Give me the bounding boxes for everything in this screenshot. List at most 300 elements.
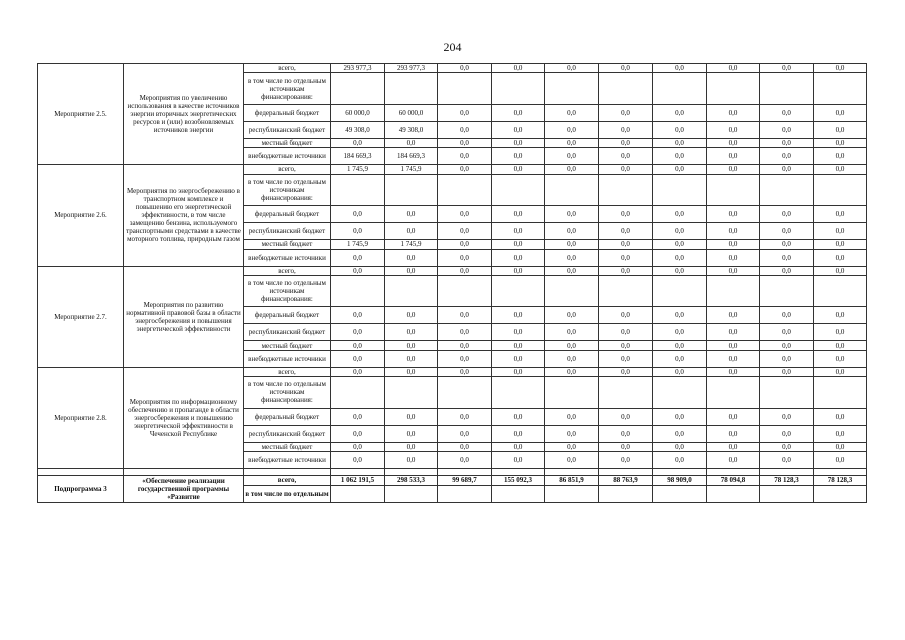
amount-cell: 0,0 xyxy=(599,408,653,425)
amount-cell: 0,0 xyxy=(331,266,385,275)
table-row xyxy=(38,165,867,174)
amount-cell: 0,0 xyxy=(707,223,760,240)
amount-cell: 0,0 xyxy=(814,307,867,324)
amount-cell xyxy=(760,73,814,105)
source-label: республиканский бюджет xyxy=(244,223,331,240)
amount-cell: 0,0 xyxy=(545,206,599,223)
measure-code: Мероприятие 2.5. xyxy=(38,64,124,165)
amount-cell xyxy=(814,73,867,105)
amount-cell: 0,0 xyxy=(545,104,599,121)
amount-cell: 98 909,0 xyxy=(653,476,707,485)
amount-cell: 0,0 xyxy=(599,324,653,341)
amount-cell: 0,0 xyxy=(707,240,760,249)
amount-cell xyxy=(438,174,492,206)
amount-cell: 0,0 xyxy=(385,408,438,425)
amount-cell: 0,0 xyxy=(385,307,438,324)
amount-cell: 0,0 xyxy=(545,307,599,324)
amount-cell: 0,0 xyxy=(814,138,867,147)
amount-cell: 0,0 xyxy=(760,367,814,376)
amount-cell: 0,0 xyxy=(814,249,867,266)
amount-cell: 0,0 xyxy=(385,350,438,367)
amount-cell: 0,0 xyxy=(760,307,814,324)
source-label: внебюджетные источники xyxy=(244,148,331,165)
amount-cell: 0,0 xyxy=(760,64,814,73)
amount-cell: 0,0 xyxy=(492,240,545,249)
amount-cell xyxy=(599,275,653,307)
amount-cell: 0,0 xyxy=(599,425,653,442)
amount-cell: 0,0 xyxy=(599,341,653,350)
amount-cell xyxy=(492,377,545,409)
amount-cell: 0,0 xyxy=(492,223,545,240)
amount-cell xyxy=(545,377,599,409)
amount-cell: 0,0 xyxy=(492,104,545,121)
spacer-cell xyxy=(124,469,244,476)
amount-cell: 0,0 xyxy=(707,206,760,223)
table-row xyxy=(38,266,867,275)
budget-table xyxy=(37,63,867,503)
amount-cell: 0,0 xyxy=(653,223,707,240)
table-row xyxy=(38,64,867,73)
amount-cell: 0,0 xyxy=(385,452,438,469)
amount-cell: 0,0 xyxy=(492,138,545,147)
amount-cell: 0,0 xyxy=(599,64,653,73)
amount-cell: 0,0 xyxy=(438,408,492,425)
amount-cell xyxy=(599,73,653,105)
amount-cell: 0,0 xyxy=(438,64,492,73)
amount-cell: 0,0 xyxy=(707,350,760,367)
subprogram-code: Подпрограмма 3 xyxy=(38,476,124,502)
amount-cell: 0,0 xyxy=(760,165,814,174)
amount-cell: 0,0 xyxy=(814,266,867,275)
spacer-cell xyxy=(38,469,124,476)
source-label: федеральный бюджет xyxy=(244,408,331,425)
amount-cell: 0,0 xyxy=(492,452,545,469)
amount-cell: 0,0 xyxy=(385,324,438,341)
amount-cell xyxy=(492,485,545,502)
amount-cell: 0,0 xyxy=(385,341,438,350)
amount-cell: 0,0 xyxy=(438,425,492,442)
amount-cell: 0,0 xyxy=(492,324,545,341)
amount-cell: 0,0 xyxy=(653,307,707,324)
amount-cell: 0,0 xyxy=(545,324,599,341)
amount-cell: 0,0 xyxy=(331,341,385,350)
amount-cell: 0,0 xyxy=(545,223,599,240)
amount-cell xyxy=(760,174,814,206)
amount-cell: 0,0 xyxy=(653,341,707,350)
amount-cell: 0,0 xyxy=(707,452,760,469)
spacer-cell xyxy=(545,469,599,476)
spacer-cell xyxy=(385,469,438,476)
amount-cell: 0,0 xyxy=(492,350,545,367)
amount-cell xyxy=(385,485,438,502)
amount-cell: 0,0 xyxy=(653,367,707,376)
amount-cell: 0,0 xyxy=(331,408,385,425)
amount-cell: 0,0 xyxy=(599,249,653,266)
amount-cell xyxy=(331,174,385,206)
amount-cell: 0,0 xyxy=(599,104,653,121)
amount-cell: 0,0 xyxy=(760,249,814,266)
source-label: всего, xyxy=(244,476,331,485)
amount-cell: 0,0 xyxy=(760,341,814,350)
measure-code: Мероприятие 2.7. xyxy=(38,266,124,367)
spacer-cell xyxy=(492,469,545,476)
measure-code: Мероприятие 2.8. xyxy=(38,367,124,468)
amount-cell: 0,0 xyxy=(653,165,707,174)
amount-cell: 0,0 xyxy=(385,138,438,147)
amount-cell: 0,0 xyxy=(653,121,707,138)
amount-cell: 0,0 xyxy=(814,425,867,442)
amount-cell xyxy=(331,485,385,502)
amount-cell: 0,0 xyxy=(707,425,760,442)
amount-cell: 0,0 xyxy=(492,64,545,73)
amount-cell: 0,0 xyxy=(814,367,867,376)
amount-cell: 0,0 xyxy=(599,307,653,324)
amount-cell: 49 308,0 xyxy=(385,121,438,138)
amount-cell: 0,0 xyxy=(707,266,760,275)
amount-cell xyxy=(492,275,545,307)
source-label: федеральный бюджет xyxy=(244,104,331,121)
amount-cell: 0,0 xyxy=(331,452,385,469)
amount-cell: 0,0 xyxy=(707,148,760,165)
subprogram-title: «Обеспечение реализации государственной программы «Развитие xyxy=(124,476,244,502)
source-label: внебюджетные источники xyxy=(244,249,331,266)
amount-cell: 0,0 xyxy=(760,324,814,341)
amount-cell: 0,0 xyxy=(492,367,545,376)
source-label: внебюджетные источники xyxy=(244,350,331,367)
amount-cell: 0,0 xyxy=(331,307,385,324)
amount-cell: 0,0 xyxy=(545,249,599,266)
source-label: в том числе по отдельным источникам финансирования: xyxy=(244,174,331,206)
amount-cell xyxy=(760,377,814,409)
amount-cell: 0,0 xyxy=(814,240,867,249)
amount-cell: 0,0 xyxy=(385,206,438,223)
amount-cell: 0,0 xyxy=(814,206,867,223)
amount-cell: 86 851,9 xyxy=(545,476,599,485)
amount-cell xyxy=(653,174,707,206)
amount-cell: 0,0 xyxy=(707,367,760,376)
amount-cell: 0,0 xyxy=(653,138,707,147)
amount-cell: 0,0 xyxy=(760,240,814,249)
amount-cell: 0,0 xyxy=(492,148,545,165)
amount-cell: 0,0 xyxy=(707,64,760,73)
source-label: местный бюджет xyxy=(244,240,331,249)
amount-cell xyxy=(707,275,760,307)
amount-cell: 0,0 xyxy=(653,148,707,165)
amount-cell: 0,0 xyxy=(438,442,492,451)
amount-cell: 1 062 191,5 xyxy=(331,476,385,485)
amount-cell xyxy=(707,377,760,409)
amount-cell xyxy=(814,174,867,206)
amount-cell: 0,0 xyxy=(707,324,760,341)
amount-cell xyxy=(653,485,707,502)
amount-cell: 0,0 xyxy=(653,64,707,73)
amount-cell: 0,0 xyxy=(814,104,867,121)
source-label: в том числе по отдельным источникам финансирования: xyxy=(244,275,331,307)
amount-cell: 0,0 xyxy=(438,307,492,324)
amount-cell: 0,0 xyxy=(545,408,599,425)
amount-cell: 88 763,9 xyxy=(599,476,653,485)
amount-cell: 0,0 xyxy=(814,341,867,350)
amount-cell: 0,0 xyxy=(653,452,707,469)
amount-cell: 0,0 xyxy=(545,367,599,376)
amount-cell xyxy=(599,377,653,409)
source-label: республиканский бюджет xyxy=(244,425,331,442)
amount-cell xyxy=(545,485,599,502)
amount-cell: 0,0 xyxy=(760,104,814,121)
amount-cell: 1 745,9 xyxy=(385,240,438,249)
amount-cell: 0,0 xyxy=(545,138,599,147)
amount-cell: 0,0 xyxy=(653,266,707,275)
amount-cell: 0,0 xyxy=(707,341,760,350)
spacer-cell xyxy=(653,469,707,476)
amount-cell: 0,0 xyxy=(438,324,492,341)
amount-cell: 0,0 xyxy=(438,452,492,469)
amount-cell: 0,0 xyxy=(492,266,545,275)
source-label: всего, xyxy=(244,165,331,174)
amount-cell: 0,0 xyxy=(653,104,707,121)
amount-cell: 0,0 xyxy=(331,367,385,376)
measure-title: Мероприятия по информационному обеспечению и пропаганде в области энергосбережения и повышению энергетической эффективности в Чеченской Республике xyxy=(124,367,244,468)
amount-cell: 0,0 xyxy=(492,249,545,266)
amount-cell xyxy=(438,73,492,105)
amount-cell xyxy=(385,73,438,105)
amount-cell: 0,0 xyxy=(438,367,492,376)
amount-cell: 0,0 xyxy=(760,350,814,367)
amount-cell xyxy=(814,377,867,409)
amount-cell: 0,0 xyxy=(760,138,814,147)
amount-cell: 0,0 xyxy=(545,350,599,367)
amount-cell xyxy=(653,73,707,105)
amount-cell: 0,0 xyxy=(707,307,760,324)
amount-cell xyxy=(331,73,385,105)
subprogram-row xyxy=(38,476,867,485)
amount-cell: 0,0 xyxy=(599,206,653,223)
amount-cell: 0,0 xyxy=(599,350,653,367)
amount-cell: 1 745,9 xyxy=(331,165,385,174)
amount-cell xyxy=(707,174,760,206)
amount-cell xyxy=(331,275,385,307)
spacer-cell xyxy=(331,469,385,476)
amount-cell: 0,0 xyxy=(545,121,599,138)
amount-cell: 0,0 xyxy=(814,64,867,73)
amount-cell: 184 669,3 xyxy=(385,148,438,165)
amount-cell: 0,0 xyxy=(814,324,867,341)
amount-cell: 78 128,3 xyxy=(814,476,867,485)
amount-cell: 0,0 xyxy=(653,249,707,266)
amount-cell: 0,0 xyxy=(331,442,385,451)
source-label: местный бюджет xyxy=(244,341,331,350)
amount-cell: 0,0 xyxy=(438,266,492,275)
amount-cell xyxy=(545,174,599,206)
amount-cell: 0,0 xyxy=(385,425,438,442)
amount-cell: 0,0 xyxy=(545,425,599,442)
source-label: всего, xyxy=(244,64,331,73)
amount-cell: 0,0 xyxy=(438,350,492,367)
amount-cell xyxy=(707,73,760,105)
amount-cell: 78 128,3 xyxy=(760,476,814,485)
amount-cell: 0,0 xyxy=(707,249,760,266)
measure-title: Мероприятия по развитию нормативной правовой базы в области энергосбережения и повышения энергетической эффективности xyxy=(124,266,244,367)
amount-cell: 0,0 xyxy=(707,121,760,138)
amount-cell xyxy=(760,275,814,307)
amount-cell: 0,0 xyxy=(599,442,653,451)
amount-cell: 0,0 xyxy=(653,206,707,223)
measure-title: Мероприятия по увеличению использования в качестве источников энергии вторичных энергетических ресурсов и (или) возобновляемых источников энергии xyxy=(124,64,244,165)
amount-cell: 0,0 xyxy=(599,452,653,469)
spacer-cell xyxy=(438,469,492,476)
source-label: федеральный бюджет xyxy=(244,307,331,324)
source-label: республиканский бюджет xyxy=(244,324,331,341)
amount-cell: 0,0 xyxy=(545,64,599,73)
amount-cell xyxy=(438,275,492,307)
amount-cell xyxy=(492,73,545,105)
amount-cell: 0,0 xyxy=(331,206,385,223)
source-label: всего, xyxy=(244,367,331,376)
amount-cell: 0,0 xyxy=(707,165,760,174)
amount-cell: 293 977,3 xyxy=(331,64,385,73)
amount-cell: 0,0 xyxy=(707,442,760,451)
amount-cell: 99 689,7 xyxy=(438,476,492,485)
amount-cell: 49 308,0 xyxy=(331,121,385,138)
amount-cell: 0,0 xyxy=(438,249,492,266)
amount-cell: 0,0 xyxy=(653,350,707,367)
amount-cell: 0,0 xyxy=(438,138,492,147)
amount-cell: 0,0 xyxy=(545,341,599,350)
amount-cell xyxy=(653,377,707,409)
amount-cell: 0,0 xyxy=(438,206,492,223)
amount-cell: 0,0 xyxy=(545,442,599,451)
amount-cell: 0,0 xyxy=(653,240,707,249)
amount-cell: 0,0 xyxy=(814,452,867,469)
amount-cell: 0,0 xyxy=(760,206,814,223)
amount-cell: 0,0 xyxy=(599,138,653,147)
amount-cell: 0,0 xyxy=(599,266,653,275)
page-number: 204 xyxy=(443,40,462,54)
amount-cell xyxy=(653,275,707,307)
amount-cell: 0,0 xyxy=(385,367,438,376)
amount-cell: 184 669,3 xyxy=(331,148,385,165)
amount-cell: 0,0 xyxy=(331,223,385,240)
amount-cell: 0,0 xyxy=(599,165,653,174)
amount-cell: 155 092,3 xyxy=(492,476,545,485)
amount-cell: 0,0 xyxy=(814,121,867,138)
amount-cell: 293 977,3 xyxy=(385,64,438,73)
amount-cell: 0,0 xyxy=(331,350,385,367)
amount-cell: 0,0 xyxy=(814,165,867,174)
spacer-row xyxy=(38,469,867,476)
amount-cell: 0,0 xyxy=(438,148,492,165)
amount-cell: 0,0 xyxy=(545,240,599,249)
amount-cell: 0,0 xyxy=(760,452,814,469)
amount-cell: 0,0 xyxy=(707,408,760,425)
amount-cell: 0,0 xyxy=(814,408,867,425)
amount-cell: 0,0 xyxy=(599,367,653,376)
source-label: местный бюджет xyxy=(244,138,331,147)
amount-cell: 298 533,3 xyxy=(385,476,438,485)
amount-cell: 0,0 xyxy=(492,442,545,451)
amount-cell xyxy=(331,377,385,409)
amount-cell: 0,0 xyxy=(492,425,545,442)
amount-cell: 0,0 xyxy=(653,425,707,442)
source-label: в том числе по отдельным источникам финансирования: xyxy=(244,377,331,409)
amount-cell xyxy=(545,275,599,307)
source-label: федеральный бюджет xyxy=(244,206,331,223)
amount-cell: 0,0 xyxy=(760,425,814,442)
amount-cell: 0,0 xyxy=(599,240,653,249)
amount-cell: 0,0 xyxy=(385,442,438,451)
amount-cell xyxy=(438,377,492,409)
spacer-cell xyxy=(814,469,867,476)
amount-cell: 0,0 xyxy=(492,307,545,324)
spacer-cell xyxy=(244,469,331,476)
amount-cell: 78 094,8 xyxy=(707,476,760,485)
amount-cell xyxy=(385,275,438,307)
amount-cell: 0,0 xyxy=(385,223,438,240)
amount-cell: 0,0 xyxy=(760,223,814,240)
source-label: местный бюджет xyxy=(244,442,331,451)
source-label: республиканский бюджет xyxy=(244,121,331,138)
amount-cell: 0,0 xyxy=(760,442,814,451)
amount-cell: 0,0 xyxy=(814,148,867,165)
amount-cell xyxy=(814,485,867,502)
amount-cell: 0,0 xyxy=(545,148,599,165)
amount-cell: 0,0 xyxy=(331,249,385,266)
spacer-cell xyxy=(599,469,653,476)
amount-cell: 60 000,0 xyxy=(385,104,438,121)
amount-cell xyxy=(385,174,438,206)
amount-cell: 0,0 xyxy=(653,324,707,341)
amount-cell: 0,0 xyxy=(707,138,760,147)
amount-cell: 0,0 xyxy=(599,121,653,138)
amount-cell: 0,0 xyxy=(814,350,867,367)
amount-cell: 0,0 xyxy=(492,408,545,425)
amount-cell: 0,0 xyxy=(492,121,545,138)
amount-cell xyxy=(599,485,653,502)
amount-cell xyxy=(599,174,653,206)
amount-cell xyxy=(385,377,438,409)
spacer-cell xyxy=(760,469,814,476)
amount-cell: 0,0 xyxy=(385,249,438,266)
amount-cell: 0,0 xyxy=(331,138,385,147)
amount-cell: 0,0 xyxy=(545,266,599,275)
amount-cell xyxy=(438,485,492,502)
measure-title: Мероприятия по энергосбережению в транспортном комплексе и повышению его энергетической эффективности, в том числе замещению бензина, используемого транспортными средствами в качестве моторного топлива, природным газом xyxy=(124,165,244,266)
amount-cell: 0,0 xyxy=(331,324,385,341)
amount-cell: 0,0 xyxy=(438,121,492,138)
table-row xyxy=(38,367,867,376)
amount-cell: 0,0 xyxy=(385,266,438,275)
amount-cell xyxy=(814,275,867,307)
amount-cell: 0,0 xyxy=(760,266,814,275)
amount-cell xyxy=(760,485,814,502)
amount-cell: 0,0 xyxy=(331,425,385,442)
amount-cell: 60 000,0 xyxy=(331,104,385,121)
amount-cell: 0,0 xyxy=(438,240,492,249)
source-label: в том числе по отдельным источникам финансирования: xyxy=(244,73,331,105)
amount-cell: 0,0 xyxy=(545,452,599,469)
amount-cell: 0,0 xyxy=(814,442,867,451)
measure-code: Мероприятие 2.6. xyxy=(38,165,124,266)
amount-cell: 0,0 xyxy=(599,223,653,240)
amount-cell: 1 745,9 xyxy=(331,240,385,249)
amount-cell xyxy=(545,73,599,105)
amount-cell: 0,0 xyxy=(438,165,492,174)
table-body xyxy=(38,64,867,503)
amount-cell: 0,0 xyxy=(438,341,492,350)
amount-cell: 0,0 xyxy=(599,148,653,165)
amount-cell: 0,0 xyxy=(814,223,867,240)
source-label: в том числе по отдельным xyxy=(244,485,331,502)
